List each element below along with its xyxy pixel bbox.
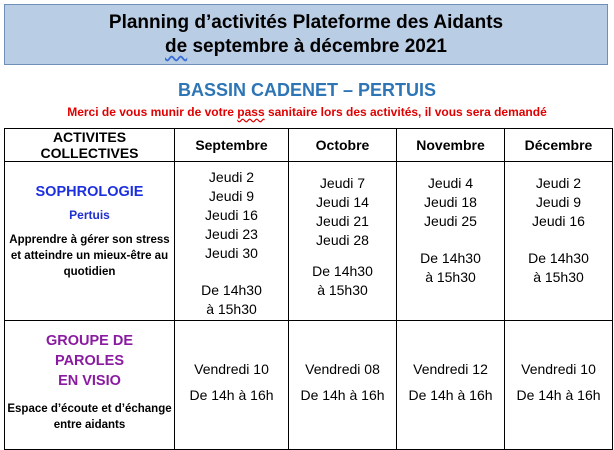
date: Jeudi 16 bbox=[532, 213, 585, 229]
date: Jeudi 23 bbox=[205, 226, 258, 242]
schedule-cell bbox=[175, 321, 289, 450]
date: Jeudi 28 bbox=[316, 232, 369, 248]
activity-desc: Espace d’écoute et d’échange entre aidants bbox=[7, 403, 172, 431]
title-line-2 bbox=[5, 35, 607, 59]
activity-name: SOPHROLOGIE bbox=[35, 184, 144, 200]
date: Jeudi 9 bbox=[535, 194, 582, 210]
schedule-cell bbox=[289, 321, 397, 450]
time-start: De 14h30 bbox=[420, 250, 481, 266]
session-time: De 14h à 16h bbox=[189, 387, 274, 403]
title-banner bbox=[4, 4, 608, 65]
schedule-cell bbox=[175, 162, 289, 321]
header-month: Octobre bbox=[289, 129, 397, 162]
date: Jeudi 30 bbox=[205, 245, 258, 261]
title-line-2-rest: septembre à décembre 2021 bbox=[187, 36, 447, 57]
date: Jeudi 2 bbox=[208, 169, 255, 185]
activity-name-line: GROUPE DE bbox=[45, 333, 133, 349]
session-time: De 14h à 16h bbox=[408, 387, 493, 403]
activity-cell bbox=[5, 162, 175, 321]
header-month: Décembre bbox=[505, 129, 613, 162]
activity-cell bbox=[5, 321, 175, 450]
notice-pre: Merci de vous munir de votre bbox=[67, 105, 238, 119]
schedule-cell bbox=[397, 321, 505, 450]
time-start: De 14h30 bbox=[201, 282, 262, 298]
activity-name-line: PAROLES bbox=[54, 353, 125, 369]
date: Jeudi 16 bbox=[205, 207, 258, 223]
notice-post: sanitaire lors des activités, il vous sera demandé bbox=[264, 105, 547, 119]
schedule-cell bbox=[505, 321, 613, 450]
notice-pass: pass bbox=[237, 105, 265, 119]
title-line-2-de: de bbox=[165, 36, 188, 57]
time-end: à 15h30 bbox=[425, 269, 476, 285]
date: Jeudi 25 bbox=[424, 213, 477, 229]
activity-place: Pertuis bbox=[69, 208, 110, 222]
table-row-groupe-paroles bbox=[5, 321, 613, 450]
time-end: à 15h30 bbox=[206, 301, 257, 317]
session-day: Vendredi 10 bbox=[194, 361, 269, 377]
session-day: Vendredi 12 bbox=[413, 361, 488, 377]
schedule-cell bbox=[397, 162, 505, 321]
time-end: à 15h30 bbox=[317, 282, 368, 298]
subtitle: BASSIN CADENET – PERTUIS bbox=[177, 80, 437, 100]
date: Jeudi 4 bbox=[427, 175, 474, 191]
title-line-1: Planning d’activités Plateforme des Aidants bbox=[108, 12, 504, 33]
time-start: De 14h30 bbox=[312, 263, 373, 279]
date: Jeudi 9 bbox=[208, 188, 255, 204]
date: Jeudi 14 bbox=[316, 194, 369, 210]
time-end: à 15h30 bbox=[533, 269, 584, 285]
schedule-cell bbox=[289, 162, 397, 321]
activity-name-line: EN VISIO bbox=[58, 373, 121, 389]
pass-notice bbox=[0, 105, 614, 119]
date: Jeudi 21 bbox=[316, 213, 369, 229]
schedule-table bbox=[4, 128, 613, 450]
header-month: Novembre bbox=[397, 129, 505, 162]
session-time: De 14h à 16h bbox=[516, 387, 601, 403]
session-time: De 14h à 16h bbox=[300, 387, 385, 403]
table-row-sophrologie bbox=[5, 162, 613, 321]
date: Jeudi 2 bbox=[535, 175, 582, 191]
header-activites: ACTIVITES COLLECTIVES bbox=[5, 129, 175, 162]
date: Jeudi 7 bbox=[319, 175, 366, 191]
date: Jeudi 18 bbox=[424, 194, 477, 210]
table-header-row bbox=[5, 129, 613, 162]
activity-desc: Apprendre à gérer son stress et atteindre un mieux-être au quotidien bbox=[9, 234, 170, 278]
schedule-cell bbox=[505, 162, 613, 321]
session-day: Vendredi 10 bbox=[521, 361, 596, 377]
activity-name bbox=[5, 331, 174, 391]
time-start: De 14h30 bbox=[528, 250, 589, 266]
session-day: Vendredi 08 bbox=[305, 361, 380, 377]
header-month: Septembre bbox=[175, 129, 289, 162]
